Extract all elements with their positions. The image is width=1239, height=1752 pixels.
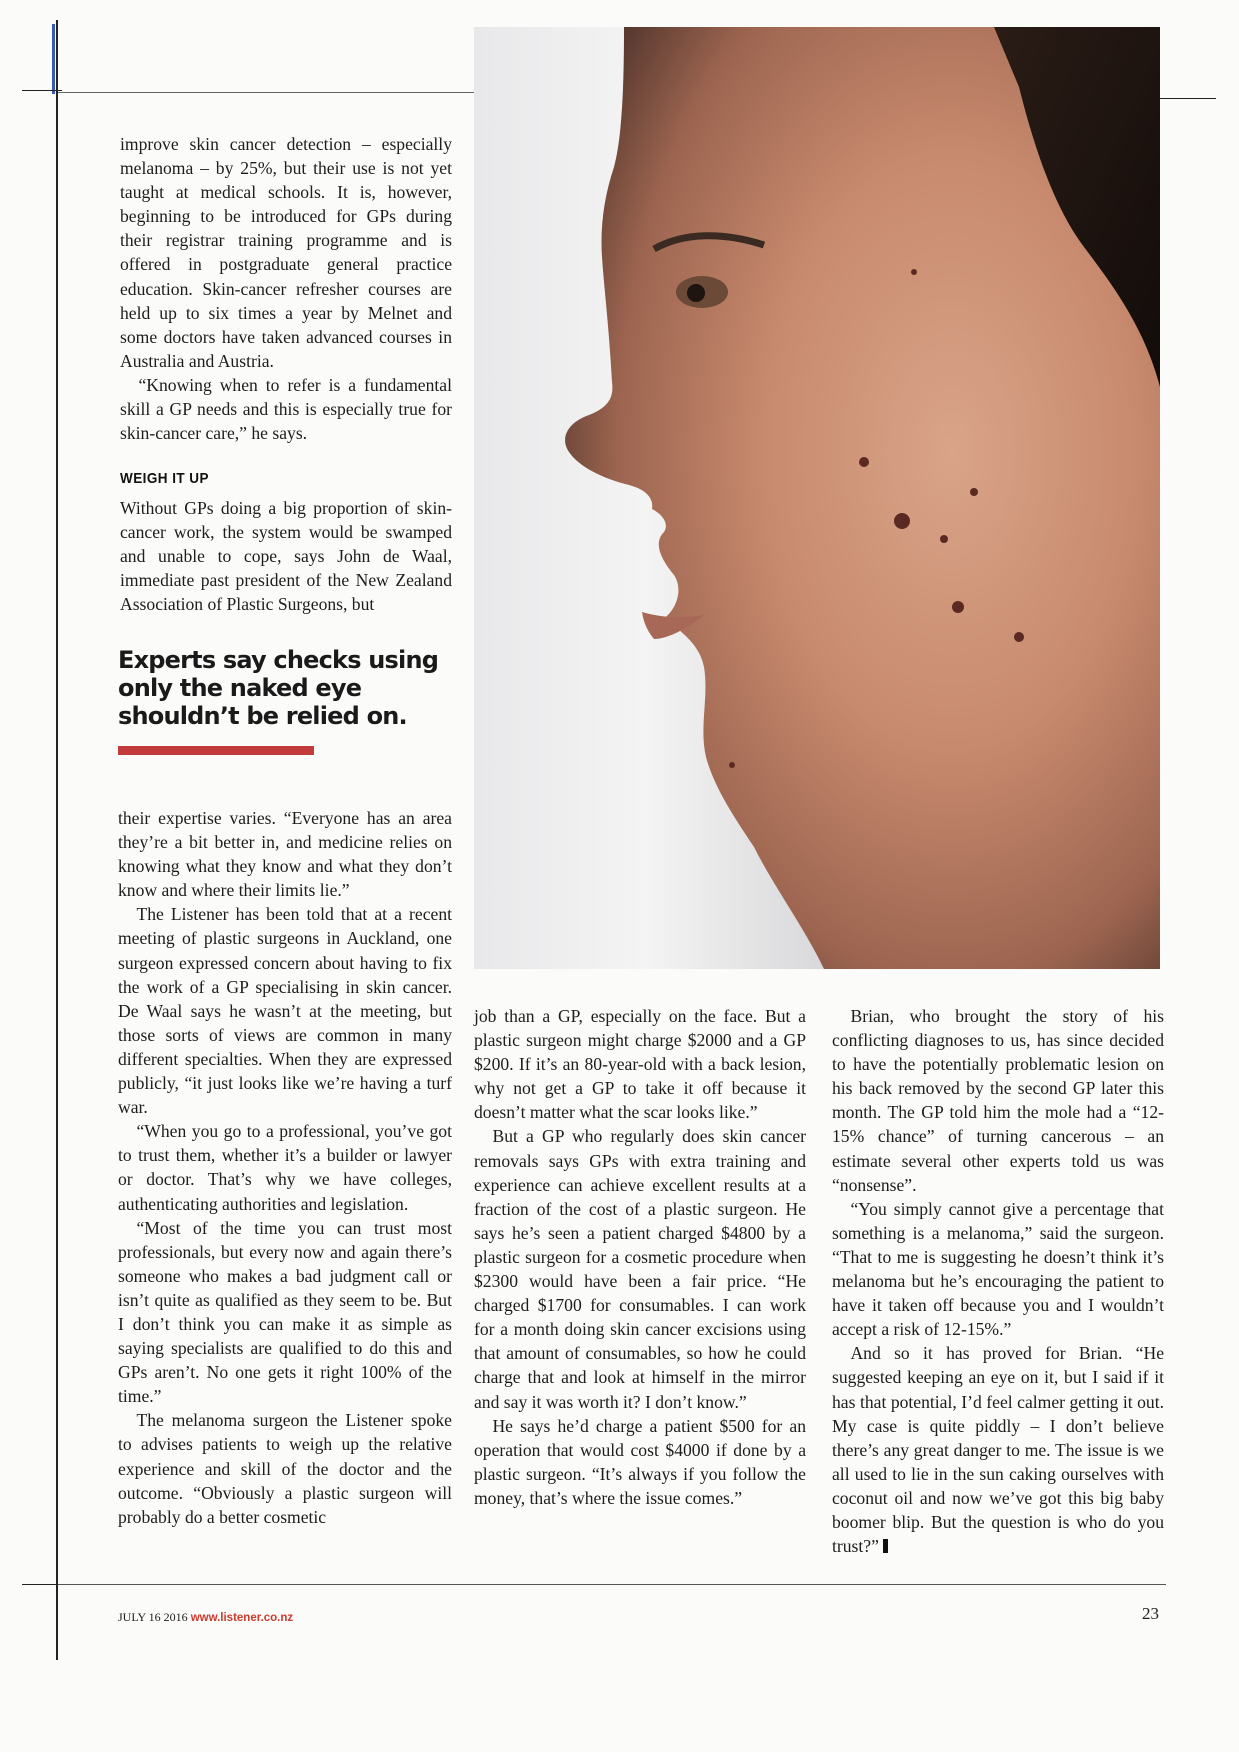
- crop-mark-vertical-left: [56, 20, 58, 1660]
- column-2: [474, 1004, 806, 1510]
- rule-bottom: [58, 1584, 1166, 1585]
- page-number: 23: [1142, 1604, 1159, 1623]
- paragraph: [832, 1341, 1164, 1558]
- footer: [118, 1610, 293, 1625]
- column-1-bottom: [118, 806, 452, 1529]
- pupil: [687, 284, 705, 302]
- subhead: WEIGH IT UP: [120, 470, 209, 487]
- footer-date: JULY 16 2016: [118, 1610, 188, 1624]
- paragraph: “Most of the time you can trust most professionals, but every now and again there’s someone who makes a bad judgment call or isn’t quite as qualified as they seem to be. But I don’t think you can make it as simple as saying specialists are qualified to do this and GPs aren’t. No one gets it right 100% of the time.”: [118, 1217, 452, 1407]
- footer-url[interactable]: www.listener.co.nz: [190, 1612, 294, 1624]
- paragraph: Brian, who brought the story of his conflicting diagnoses to us, has since decided to have the potentially problematic lesion on his back removed by the second GP later this month. The GP told him the mole had a “12-15% chance” of turning cancerous – an estimate several other experts told us was “nonsense”.: [832, 1006, 1164, 1195]
- paragraph: improve skin cancer detection – especially melanoma – by 25%, but their use is not yet taught at medical schools. It is, however, beginning to be introduced for GPs during their registrar training programme and is offered in postgraduate general practice education. Skin-cancer refresher courses are held up to six times a year by Melnet and some doctors have taken advanced courses in Australia and Austria.: [120, 134, 452, 371]
- paragraph: Without GPs doing a big proportion of skin-cancer work, the system would be swamped and unable to cope, says John de Waal, immediate past president of the New Zealand Association of Plastic Surgeons, but: [120, 498, 452, 615]
- paragraph: job than a GP, especially on the face. But a plastic surgeon might charge $2000 and a GP $200. If it’s an 80-year-old with a back lesion, why not get a GP to take it off because it doesn’t matter what the scar looks like.”: [474, 1006, 806, 1123]
- crop-mark-bottom-left: [22, 1584, 58, 1585]
- paragraph: “You simply cannot give a percentage that something is a melanoma,” said the surgeon. “That to me is suggesting he doesn’t think it’s melanoma but he’s encouraging the patient to have it taken off because you and I wouldn’t accept a risk of 12-15%.”: [832, 1198, 1164, 1340]
- paragraph: “Knowing when to refer is a fundamental skill a GP needs and this is especially true for skin-cancer care,” he says.: [120, 374, 452, 444]
- rule-top: [58, 92, 474, 93]
- pull-quote-rule: [118, 746, 314, 755]
- paragraph: But a GP who regularly does skin cancer removals says GPs with extra training and experience can achieve excellent results at a fraction of the cost of a plastic surgeon. He says he’s seen a patient charged $4800 by a plastic surgeon for a cosmetic procedure when $2300 would have been a fair price. “He charged $1700 for consumables. I can work for a month doing skin cancer excisions using that amount of consumables, so how he could charge that and look at himself in the mirror and say it was worth it? I don’t know.”: [474, 1126, 806, 1412]
- column-1-top: [120, 132, 452, 445]
- paragraph: The melanoma surgeon the Listener spoke to advises patients to weigh up the relative experience and skill of the doctor and the outcome. “Obviously a plastic surgeon will probably do a better cosmetic: [118, 1410, 452, 1527]
- crop-mark-top-left: [22, 90, 62, 91]
- crop-mark-top-right: [1160, 98, 1216, 99]
- paragraph: their expertise varies. “Everyone has an area they’re a bit better in, and medicine relies on knowing what they know and what they don’t know and where their limits lie.”: [118, 808, 452, 901]
- paragraph: He says he’d charge a patient $500 for an operation that would cost $4000 if done by a plastic surgeon. “It’s always if you follow the money, that’s where the issue comes.”: [474, 1415, 806, 1508]
- column-1-mid: [120, 496, 452, 616]
- face-profile-photo: [474, 27, 1160, 969]
- paragraph-text: And so it has proved for Brian. “He suggested keeping an eye on it, but I said if it has that potential, I’d feel calmer getting it out. My case is quite piddly – I don’t believe there’s any great danger to me. The issue is we all used to lie in the sun caking ourselves with coconut oil and now we’ve got this big baby boomer blip. But the question is who do you trust?”: [832, 1343, 1164, 1557]
- paragraph: “When you go to a professional, you’ve got to trust them, whether it’s a builder or lawyer or doctor. That’s why we have colleges, authenticating authorities and legislation.: [118, 1121, 452, 1214]
- end-of-story-mark: [883, 1539, 888, 1553]
- pull-quote: Experts say checks using only the naked eye shouldn’t be relied on.: [118, 646, 439, 730]
- column-3: [832, 1004, 1164, 1558]
- crop-mark-blue-top: [52, 24, 55, 94]
- paragraph: The Listener has been told that at a recent meeting of plastic surgeons in Auckland, one surgeon expressed concern about having to fix the work of a GP specialising in skin cancer. De Waal says he wasn’t at the meeting, but those sorts of views are common in many different specialties. When they are expressed publicly, “it just looks like we’re having a turf war.: [118, 904, 452, 1118]
